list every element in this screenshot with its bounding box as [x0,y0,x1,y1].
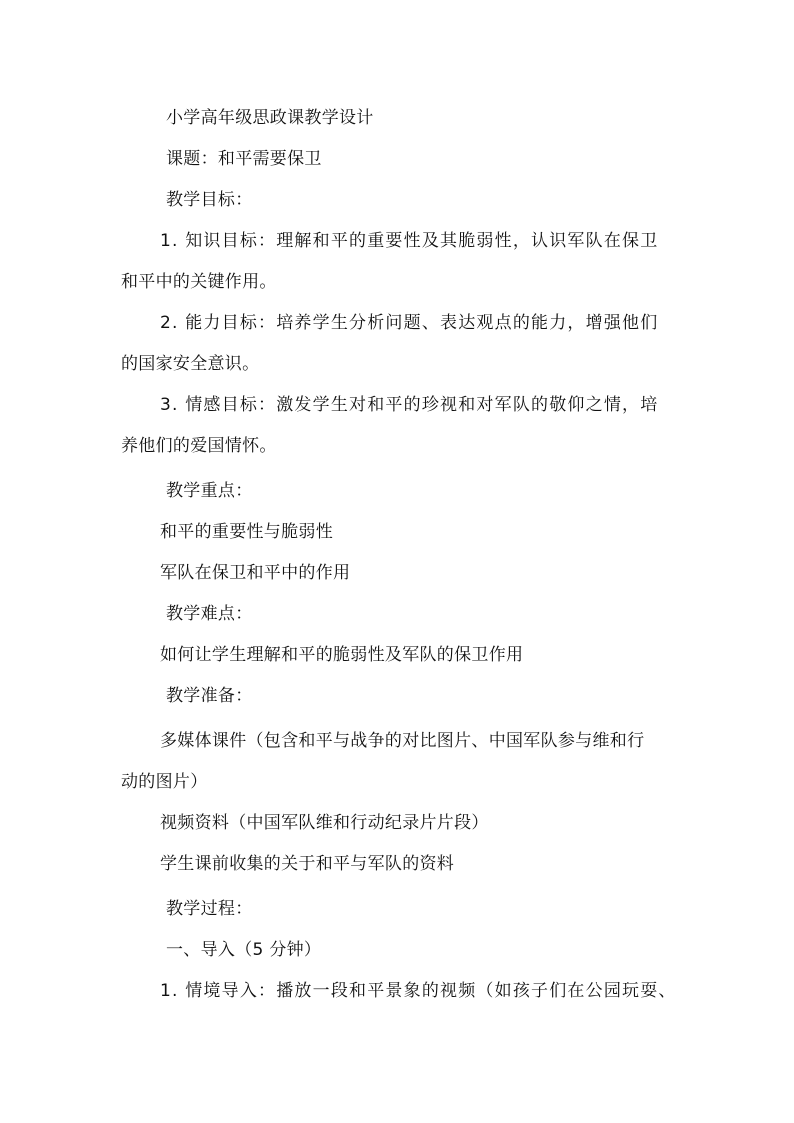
key-point-item: 军队在保卫和平中的作用 [160,563,351,583]
process-step-item: 1. 情境导入：播放一段和平景象的视频（如孩子们在公园玩耍、 [160,981,677,1001]
section-heading-objectives: 教学目标： [166,190,253,210]
difficulty-item: 如何让学生理解和平的脆弱性及军队的保卫作用 [160,645,524,665]
preparation-item: 多媒体课件（包含和平与战争的对比图片、中国军队参与维和行 [160,731,645,751]
section-heading-preparation: 教学准备： [166,686,253,706]
preparation-item-cont: 动的图片） [121,772,208,792]
preparation-item: 视频资料（中国军队维和行动纪录片片段） [160,813,489,833]
objective-knowledge-cont: 和平中的关键作用。 [121,272,277,292]
objective-ability-cont: 的国家安全意识。 [121,354,260,374]
process-step-heading: 一、导入（5 分钟） [166,940,322,960]
document-title: 小学高年级思政课教学设计 [166,108,374,128]
section-heading-difficulties: 教学难点： [166,604,253,624]
objective-ability: 2. 能力目标：培养学生分析问题、表达观点的能力，增强他们 [160,313,659,333]
objective-emotion: 3. 情感目标：激发学生对和平的珍视和对军队的敬仰之情，培 [160,395,659,415]
lesson-topic: 课题：和平需要保卫 [166,149,322,169]
section-heading-process: 教学过程： [166,899,253,919]
objective-knowledge: 1. 知识目标：理解和平的重要性及其脆弱性，认识军队在保卫 [160,231,659,251]
section-heading-key-points: 教学重点： [166,481,253,501]
preparation-item: 学生课前收集的关于和平与军队的资料 [160,854,455,874]
objective-emotion-cont: 养他们的爱国情怀。 [121,436,277,456]
key-point-item: 和平的重要性与脆弱性 [160,522,333,542]
